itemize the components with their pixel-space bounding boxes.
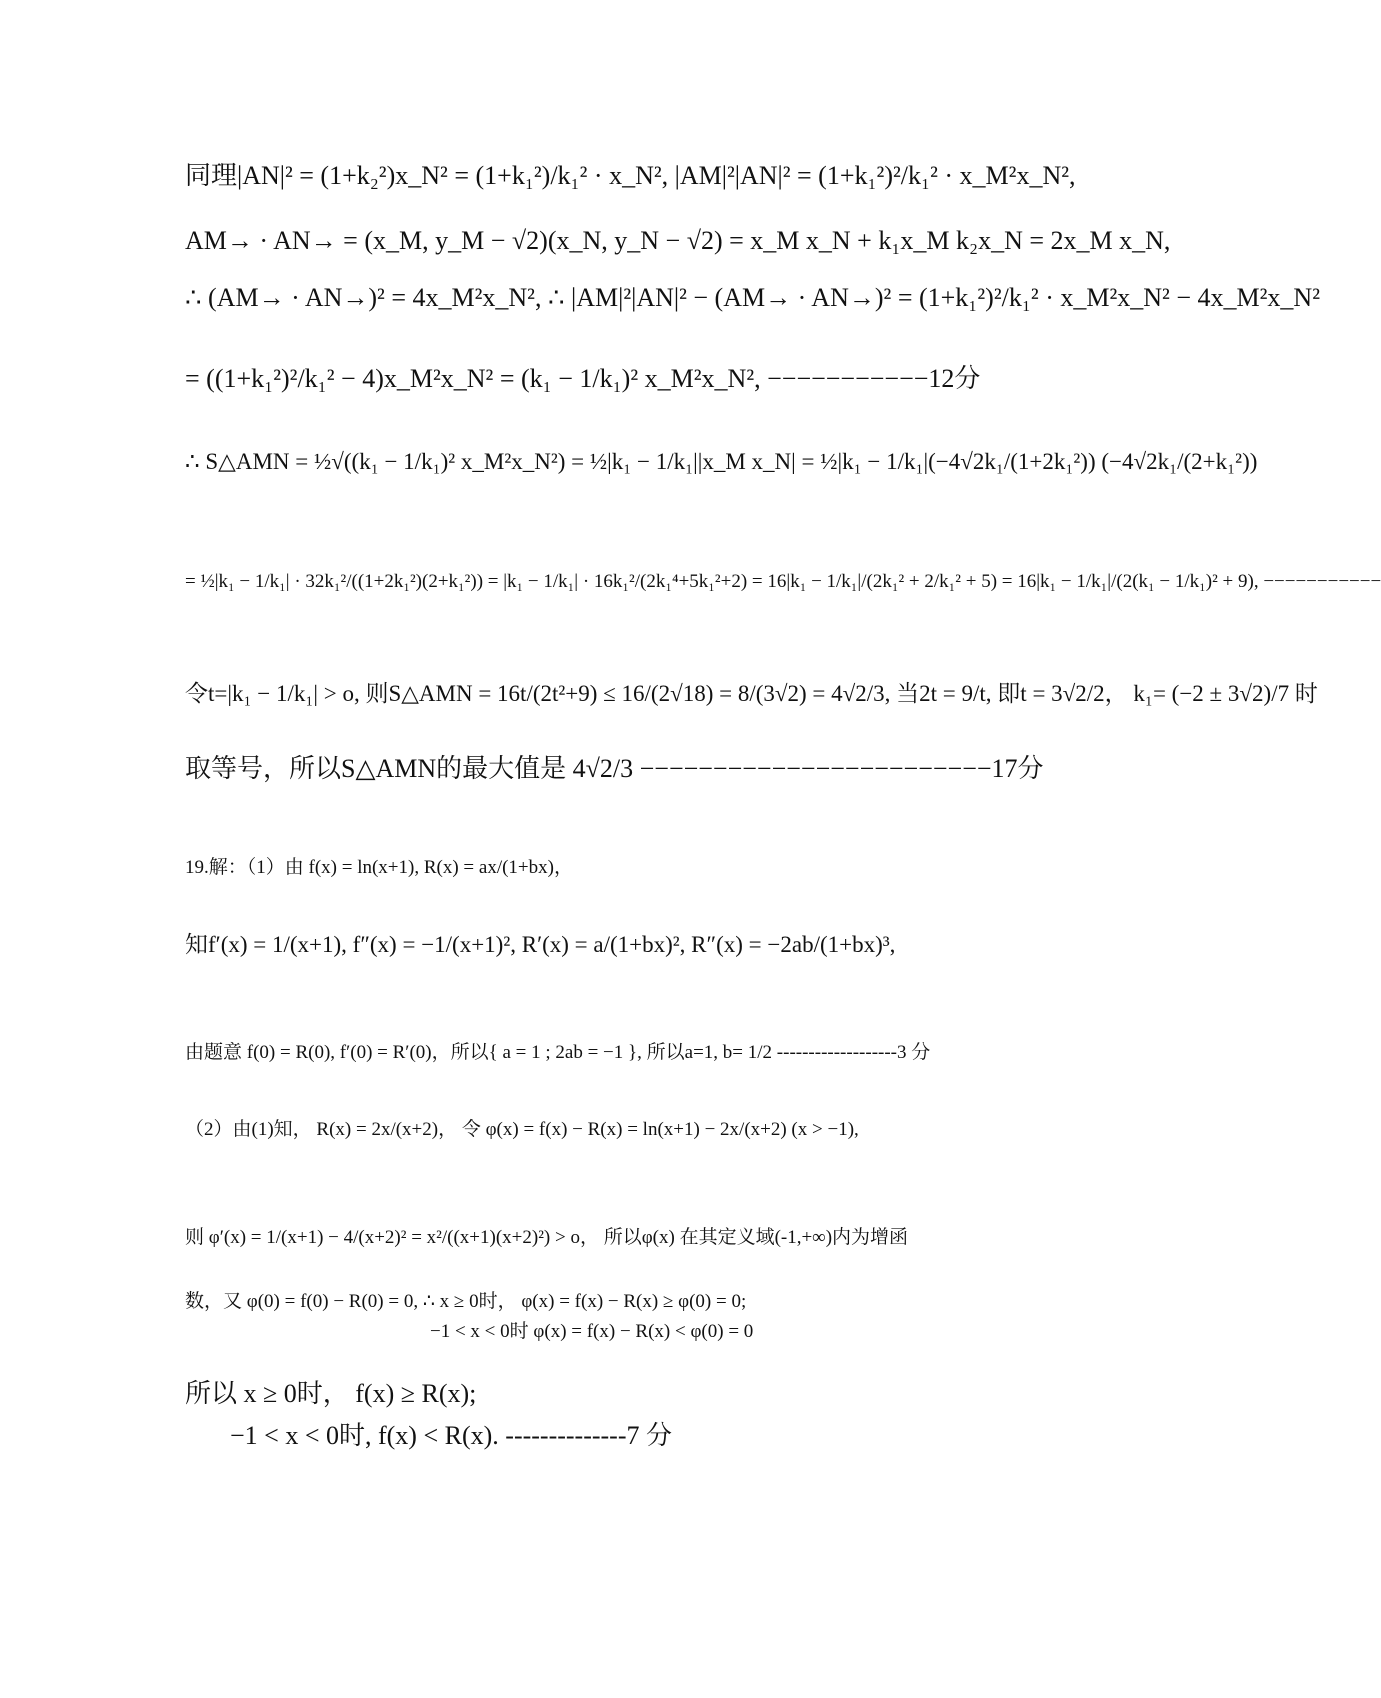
line-12: （2）由(1)知， R(x) = 2x/(x+2)， 令 φ(x) = f(x) − R(x) = ln(x+1) − 2x/(x+2) (x > −1),	[185, 1119, 859, 1140]
line-17: −1 < x < 0时, f(x) < R(x). --------------7 分	[230, 1421, 673, 1450]
line-2: AM→ · AN→ = (x_M, y_M − √2)(x_N, y_N − √2) = x_M x_N + k₁x_M k₂x_N = 2x_M x_N,	[185, 226, 1171, 255]
line-7: 令t=|k₁ − 1/k₁| > o, 则S△AMN = 16t/(2t²+9) ≤ 16/(2√18) = 8/(3√2) = 4√2/3, 当2t = 9/t, 即t = 3√2/2， k₁= (−2 ± 3√2)/7 时	[185, 681, 1318, 706]
line-4: = ((1+k₁²)²/k₁² − 4)x_M²x_N² = (k₁ − 1/k₁)² x_M²x_N², −−−−−−−−−−−12分	[185, 364, 981, 393]
line-10: 知f′(x) = 1/(x+1), f″(x) = −1/(x+1)², R′(x) = a/(1+bx)², R″(x) = −2ab/(1+bx)³,	[185, 932, 896, 957]
line-14: 数，又 φ(0) = f(0) − R(0) = 0, ∴ x ≥ 0时， φ(x) = f(x) − R(x) ≥ φ(0) = 0;	[185, 1291, 747, 1312]
line-5: ∴ S△AMN = ½√((k₁ − 1/k₁)² x_M²x_N²) = ½|k₁ − 1/k₁||x_M x_N| = ½|k₁ − 1/k₁|(−4√2k₁/(1+2k₁²)) (−4√2k₁/(2+k₁²))	[185, 449, 1258, 474]
line-8: 取等号，所以S△AMN的最大值是 4√2/3 −−−−−−−−−−−−−−−−−−−−−−−−17分	[185, 754, 1044, 783]
line-9: 19.解：（1）由 f(x) = ln(x+1), R(x) = ax/(1+bx)，	[185, 857, 573, 878]
line-15: −1 < x < 0时 φ(x) = f(x) − R(x) < φ(0) = 0	[430, 1321, 754, 1342]
line-3: ∴ (AM→ · AN→)² = 4x_M²x_N², ∴ |AM|²|AN|² − (AM→ · AN→)² = (1+k₁²)²/k₁² · x_M²x_N² − 4x_M²x_N²	[185, 283, 1320, 312]
line-6: = ½|k₁ − 1/k₁| · 32k₁²/((1+2k₁²)(2+k₁²)) = |k₁ − 1/k₁| · 16k₁²/(2k₁⁴+5k₁²+2) = 16|k₁ − 1/k₁|/(2k₁² + 2/k₁² + 5) = 16|k₁ − 1/k₁|/(2(k₁ − 1/k₁)² + 9), −−−−−−−−−−−	[185, 571, 1381, 592]
line-13: 则 φ′(x) = 1/(x+1) − 4/(x+2)² = x²/((x+1)(x+2)²) > o， 所以φ(x) 在其定义域(-1,+∞)内为增函	[185, 1227, 909, 1248]
line-16: 所以 x ≥ 0时， f(x) ≥ R(x);	[185, 1379, 477, 1408]
line-11: 由题意 f(0) = R(0), f′(0) = R′(0)，所以{ a = 1 ; 2ab = −1 }, 所以a=1, b= 1/2 -------------------3 分	[185, 1042, 931, 1063]
line-1: 同理|AN|² = (1+k₂²)x_N² = (1+k₁²)/k₁² · x_N², |AM|²|AN|² = (1+k₁²)²/k₁² · x_M²x_N²,	[185, 161, 1076, 190]
